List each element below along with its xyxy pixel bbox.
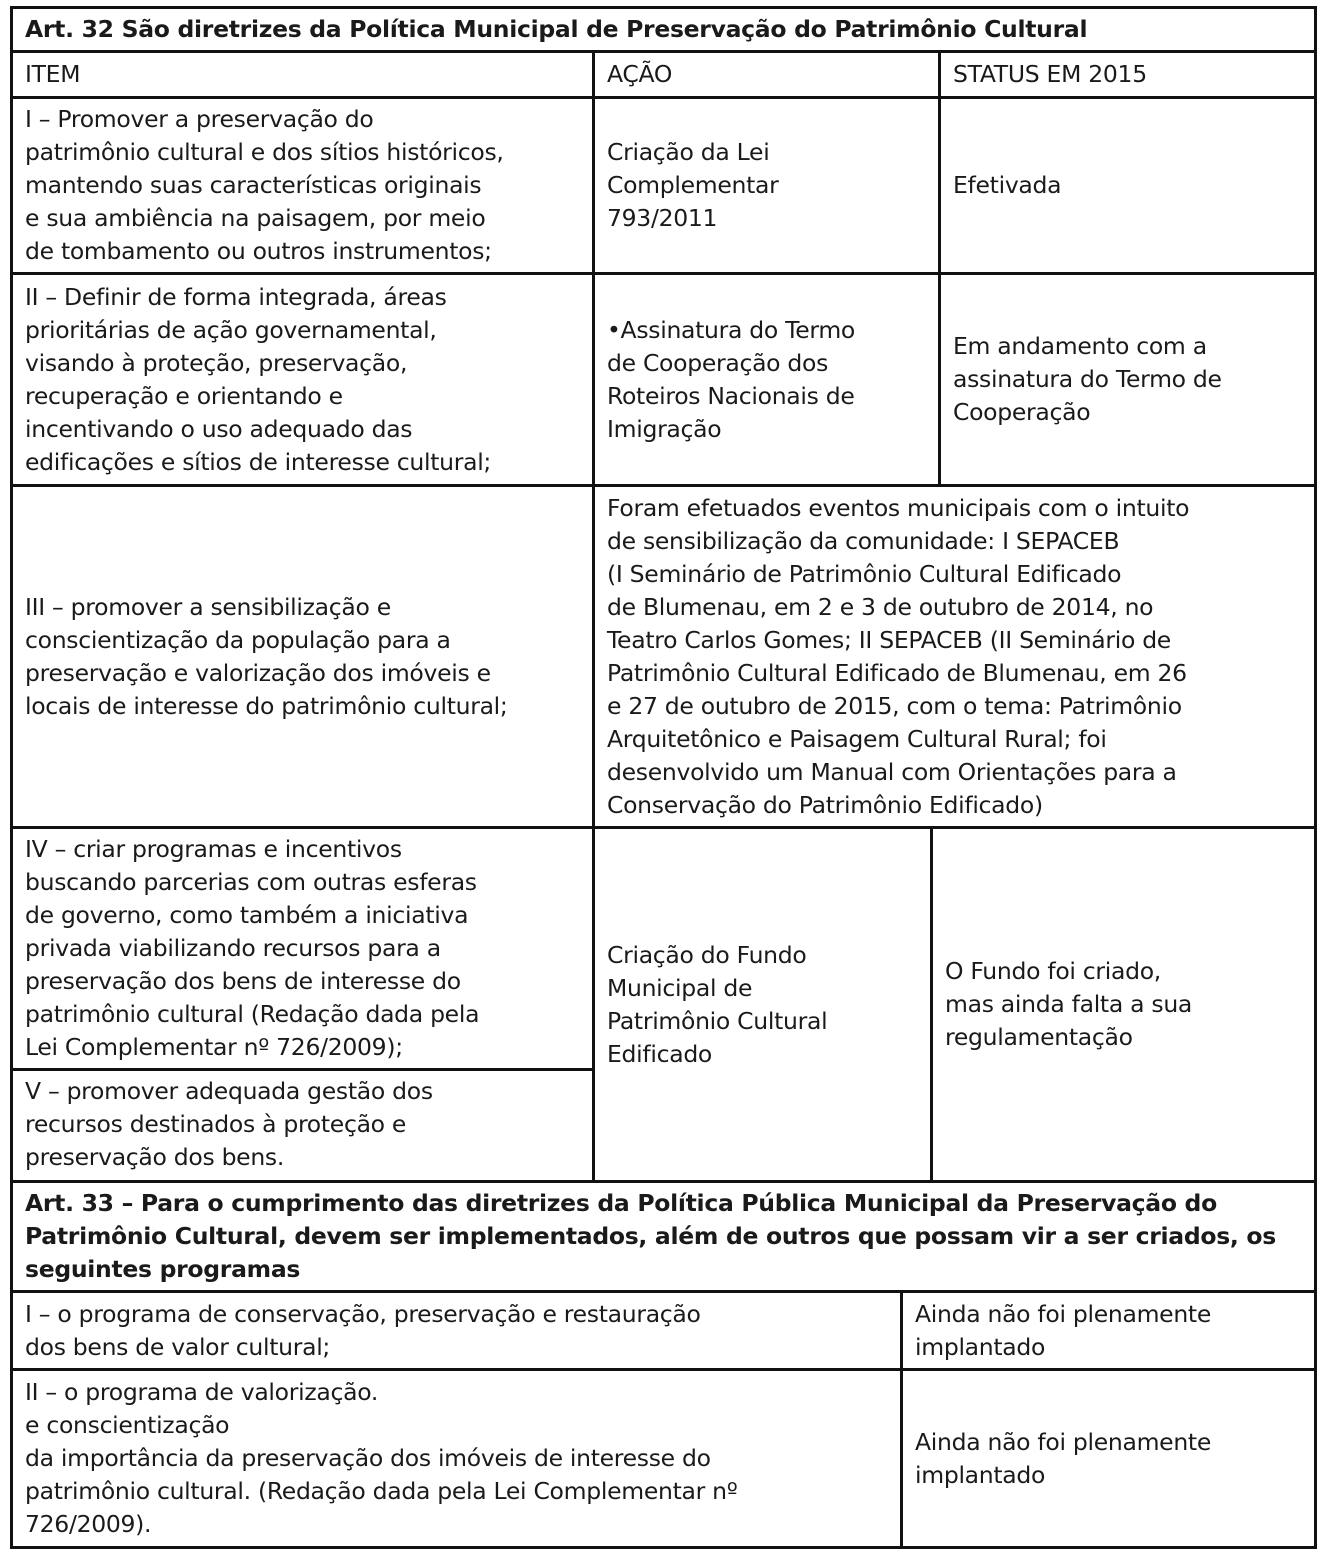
art33-row1-status — [900, 1290, 1317, 1371]
header-status-label: STATUS EM 2015 — [953, 60, 1147, 88]
art33-title-cell — [10, 1180, 1317, 1293]
row2-status — [938, 272, 1317, 487]
row4-item — [10, 826, 595, 1071]
row1-item-text: I – Promover a preservação do patrimônio cultural e dos sítios históricos, mantendo suas características originais e sua ambiência na paisagem, por meio de tombamento ou outros instrumentos; — [25, 105, 504, 265]
header-action — [592, 50, 941, 99]
row1-action-text: Criação da Lei Complementar 793/2011 — [607, 138, 779, 232]
row4-action-text: Criação do Fundo Municipal de Patrimônio Cultural Edificado — [607, 940, 828, 1068]
art33-row1-item-text: I – o programa de conservação, preservação e restauração dos bens de valor cultural; — [25, 1299, 701, 1361]
row3-action — [592, 484, 1317, 829]
row4-item-text: IV – criar programas e incentivos buscando parcerias com outras esferas de governo, como também a iniciativa privada viabilizando recursos para a preservação dos bens de interesse do patrimônio cultural (Redação dada pela Lei Complementar nº 726/2009); — [25, 835, 480, 1061]
row1-action — [592, 96, 941, 275]
row4-status-text: O Fundo foi criado, mas ainda falta a sua regulamentação — [945, 957, 1193, 1051]
header-item-label: ITEM — [25, 60, 81, 88]
row4-status — [930, 826, 1317, 1183]
art32-title: Art. 32 São diretrizes da Política Municipal de Preservação do Patrimônio Cultural — [25, 15, 1088, 43]
row2-action-text: •Assinatura do Termo de Cooperação dos Roteiros Nacionais de Imigração — [607, 315, 855, 443]
row1-status-text: Efetivada — [953, 171, 1062, 199]
header-status — [938, 50, 1317, 99]
art33-row2-status-text: Ainda não foi plenamente implantado — [915, 1427, 1211, 1489]
row2-item-text: II – Definir de forma integrada, áreas prioritárias de ação governamental, visando à proteção, preservação, recuperação e orientando e incentivando o uso adequado das edificações e sítios de interesse cultural; — [25, 282, 492, 476]
row5-item — [10, 1068, 595, 1183]
art33-row1-item — [10, 1290, 903, 1371]
art33-title: Art. 33 – Para o cumprimento das diretrizes da Política Pública Municipal da Preservação do Patrimônio Cultural, devem ser implementados, além de outros que possam vir a ser criados, os seguintes programas — [25, 1189, 1276, 1283]
row2-action — [592, 272, 941, 487]
row2-item — [10, 272, 595, 487]
row2-status-text: Em andamento com a assinatura do Termo de Cooperação — [953, 332, 1222, 426]
art33-row2-status — [900, 1368, 1317, 1549]
art33-row2-item — [10, 1368, 903, 1549]
row1-status — [938, 96, 1317, 275]
row3-item-text: III – promover a sensibilização e conscientização da população para a preservação e valorização dos imóveis e locais de interesse do patrimônio cultural; — [25, 592, 508, 720]
row5-item-text: V – promover adequada gestão dos recursos destinados à proteção e preservação dos bens. — [25, 1077, 433, 1171]
row1-item — [10, 96, 595, 275]
row4-action — [592, 826, 933, 1183]
art33-row2-item-text: II – o programa de valorização. e conscientização da importância da preservação dos imóveis de interesse do patrimônio cultural. (Redação dada pela Lei Complementar nº 726/2009). — [25, 1378, 738, 1538]
row3-item — [10, 484, 595, 829]
row3-action-text: Foram efetuados eventos municipais com o intuito de sensibilização da comunidade: I SEPACEB (I Seminário de Patrimônio Cultural Edificado de Blumenau, em 2 e 3 de outubro de 2014, no Teatro Carlos Gomes; II SEPACEB (II Seminário de Patrimônio Cultural Edificado de Blumenau, em 26 e 27 de outubro de 2015, com o tema: Patrimônio Arquitetônico e Paisagem Cultural Rural; foi desenvolvido um Manual com Orientações para a Conservação do Patrimônio Edificado) — [607, 493, 1190, 819]
header-action-label: AÇÃO — [607, 60, 673, 88]
header-item — [10, 50, 595, 99]
art32-title-cell — [10, 6, 1317, 53]
art33-row1-status-text: Ainda não foi plenamente implantado — [915, 1299, 1211, 1361]
